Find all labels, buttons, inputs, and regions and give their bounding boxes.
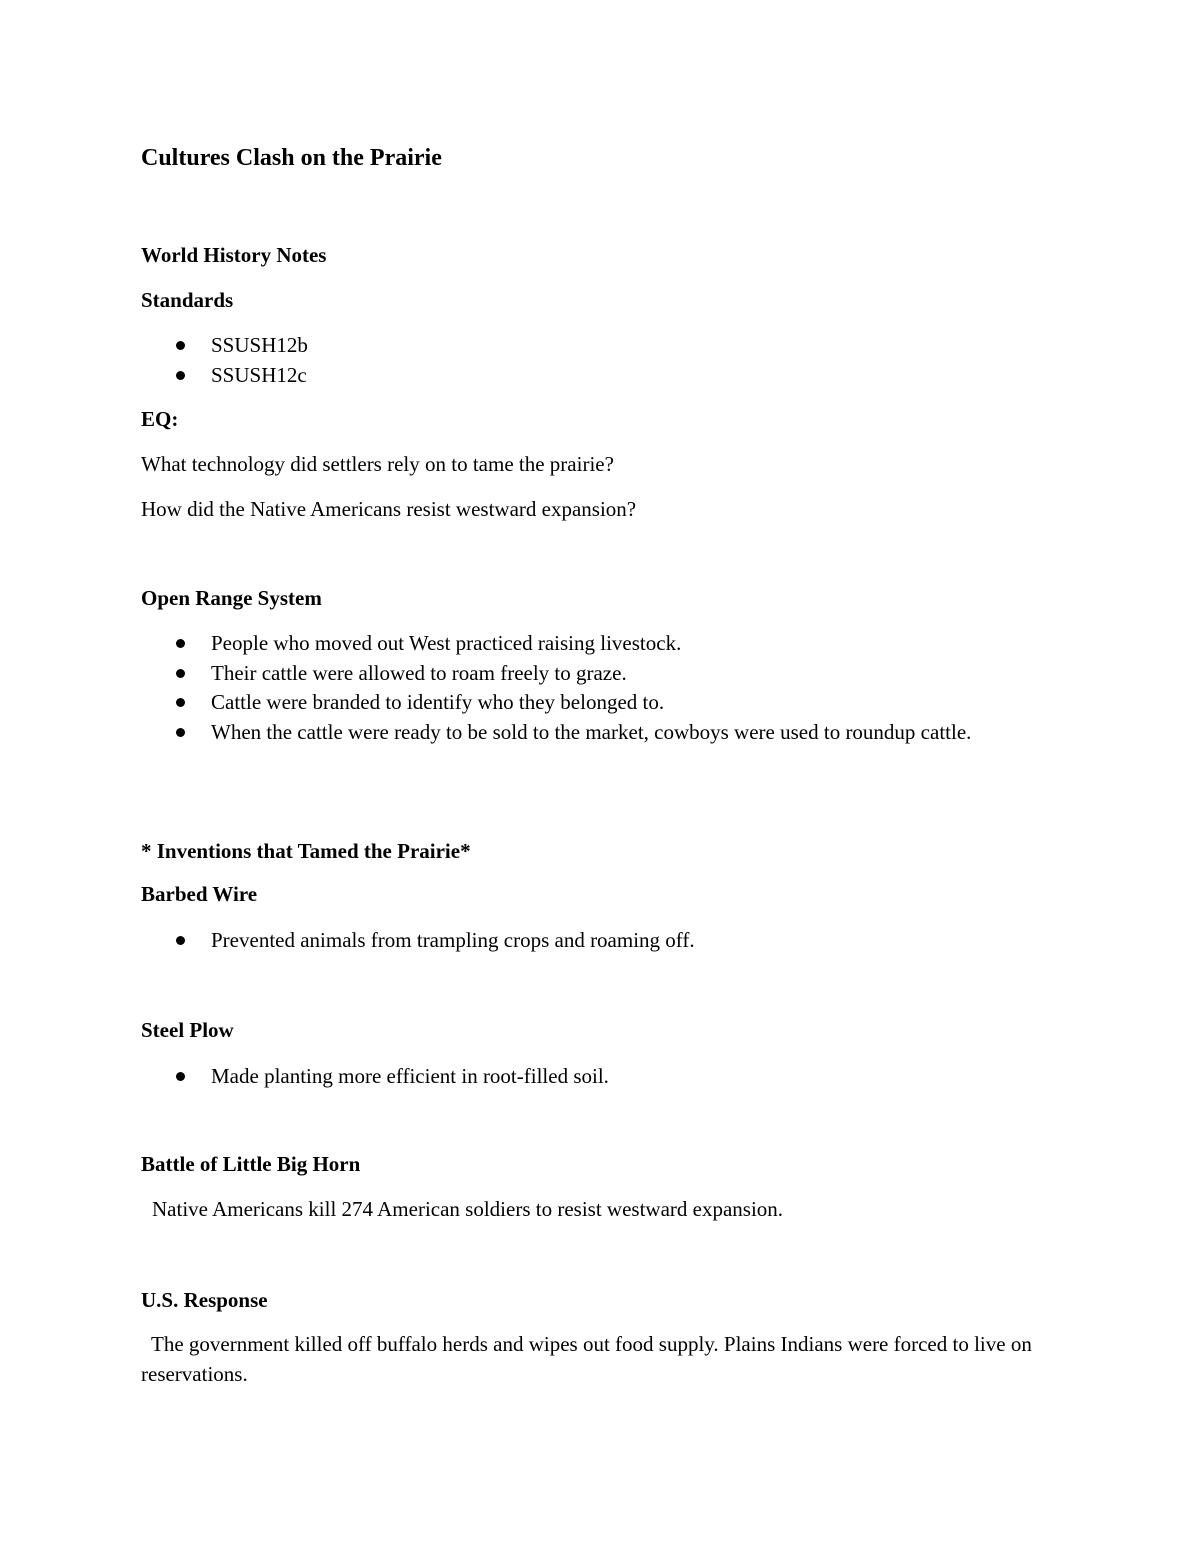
list-item-text: Their cattle were allowed to roam freely to graze. xyxy=(211,660,627,685)
bullet-icon xyxy=(176,669,185,678)
list-item xyxy=(141,688,1041,718)
list-item-text: Prevented animals from trampling crops and roaming off. xyxy=(211,928,695,952)
us-response-heading: U.S. Response xyxy=(141,1288,268,1312)
bullet-icon xyxy=(176,698,185,707)
open-range-list xyxy=(141,629,1041,747)
bullet-icon xyxy=(176,371,185,380)
inventions-heading: * Inventions that Tamed the Prairie* xyxy=(141,839,471,863)
list-item-text: Made planting more efficient in root-filled soil. xyxy=(211,1064,609,1088)
eq-question: How did the Native Americans resist westward expansion? xyxy=(141,497,637,521)
notes-subtitle: World History Notes xyxy=(141,243,327,267)
barbed-wire-heading: Barbed Wire xyxy=(141,882,258,906)
list-item xyxy=(141,361,1041,391)
list-item xyxy=(141,926,1041,956)
list-item xyxy=(141,331,1041,361)
standards-list xyxy=(141,331,1041,390)
list-item-text: People who moved out West practiced raising livestock. xyxy=(211,631,682,655)
little-big-horn-text: Native Americans kill 274 American soldiers to resist westward expansion. xyxy=(152,1197,784,1221)
open-range-heading: Open Range System xyxy=(141,586,322,610)
bullet-icon xyxy=(176,341,185,350)
steel-plow-heading: Steel Plow xyxy=(141,1018,234,1042)
list-item-text: When the cattle were ready to be sold to the market, cowboys were used to roundup cattle. xyxy=(211,719,972,744)
eq-question: What technology did settlers rely on to tame the prairie? xyxy=(141,452,614,476)
list-item xyxy=(141,718,1041,748)
list-item xyxy=(141,629,1041,659)
document-title: Cultures Clash on the Prairie xyxy=(141,145,442,171)
standard-code: SSUSH12c xyxy=(211,362,307,387)
bullet-icon xyxy=(176,936,185,945)
list-item xyxy=(141,659,1041,689)
little-big-horn-heading: Battle of Little Big Horn xyxy=(141,1152,361,1176)
standard-code: SSUSH12b xyxy=(211,333,308,357)
list-item xyxy=(141,1062,1041,1092)
barbed-wire-list xyxy=(141,926,1041,956)
list-item-text: Cattle were branded to identify who they belonged to. xyxy=(211,690,665,714)
bullet-icon xyxy=(176,728,185,737)
eq-heading: EQ: xyxy=(141,407,179,431)
standards-heading: Standards xyxy=(141,288,234,312)
bullet-icon xyxy=(176,1072,185,1081)
steel-plow-list xyxy=(141,1062,1041,1092)
bullet-icon xyxy=(176,639,185,648)
us-response-text: The government killed off buffalo herds and wipes out food supply. Plains Indians were forced to live on reservations. xyxy=(141,1332,1032,1386)
